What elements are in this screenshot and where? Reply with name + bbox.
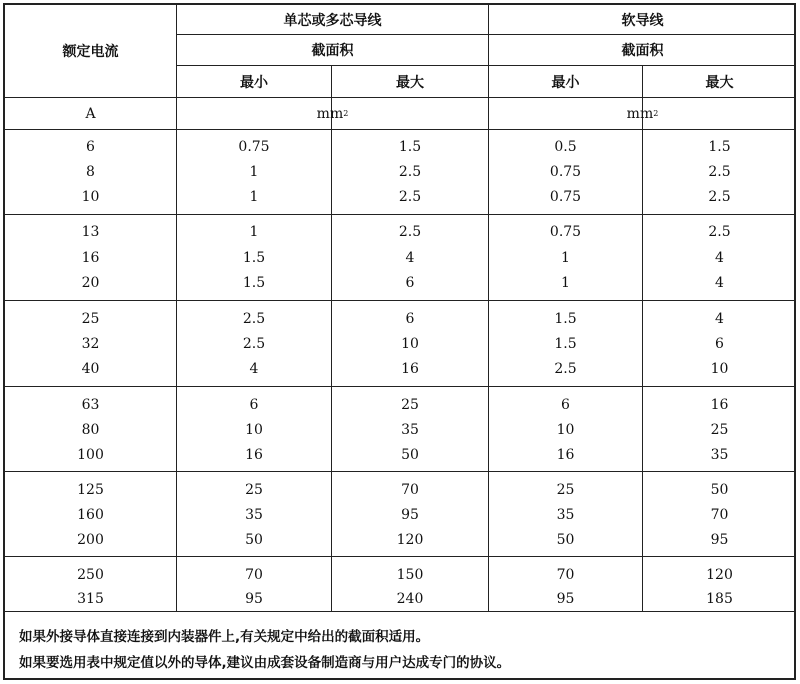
- cross-section-value: 0.75: [238, 139, 270, 155]
- cross-section-value: 25: [710, 422, 729, 438]
- group-divider: [5, 556, 796, 557]
- cross-section-value: 120: [706, 567, 733, 583]
- cross-section-value: 10: [710, 361, 729, 377]
- cross-section-value: 1.5: [242, 250, 266, 266]
- cross-section-value: 2.5: [398, 189, 422, 205]
- cross-section-value: 10: [556, 422, 575, 438]
- cross-section-value: 4: [405, 250, 415, 266]
- cross-section-value: 2.5: [708, 224, 731, 240]
- cross-section-value: 50: [556, 532, 575, 548]
- cross-section-value: 0.75: [549, 189, 582, 205]
- cross-section-value: 95: [401, 507, 419, 523]
- header-min: 最小: [551, 74, 580, 91]
- note-line: 如果外接导体直接连接到内装器件上,有关规定中给出的截面积适用。: [19, 629, 430, 645]
- cross-section-value: 35: [710, 447, 729, 463]
- cross-section-value: 95: [245, 591, 263, 607]
- rated-current-value: 125: [77, 482, 104, 498]
- cross-section-value: 6: [405, 311, 415, 327]
- unit-square-mm: mm 2: [626, 105, 659, 122]
- cross-section-value: 2.5: [398, 224, 422, 240]
- rated-current-value: 16: [81, 250, 100, 266]
- rated-current-value: 25: [81, 311, 100, 327]
- cross-section-value: 6: [405, 275, 415, 291]
- cross-section-value: 1.5: [708, 139, 731, 155]
- cross-section-value: 2.5: [708, 189, 731, 205]
- cross-section-value: 2.5: [554, 361, 577, 377]
- group-divider: [5, 471, 796, 472]
- rated-current-value: 32: [81, 336, 100, 352]
- header-max: 最大: [396, 74, 424, 91]
- rated-current-value: 40: [81, 361, 100, 377]
- header-max: 最大: [705, 74, 734, 91]
- cross-section-value: 70: [401, 482, 419, 498]
- cross-section-value: 0.75: [549, 224, 582, 240]
- cross-section-value: 70: [710, 507, 729, 523]
- cross-section-value: 95: [556, 591, 575, 607]
- note-line: 如果要选用表中规定值以外的导体,建议由成套设备制造商与用户达成专门的协议。: [19, 655, 511, 671]
- rated-current-value: 100: [77, 447, 104, 463]
- cross-section-value: 10: [245, 422, 263, 438]
- rated-current-value: 20: [81, 275, 100, 291]
- header-solid-conductor: 单芯或多芯导线: [283, 12, 382, 29]
- header-min: 最小: [240, 74, 268, 91]
- cross-section-value: 1: [249, 164, 259, 180]
- cross-section-value: 1: [249, 224, 259, 240]
- unit-square-mm: mm 2: [316, 105, 349, 122]
- cross-section-value: 50: [401, 447, 419, 463]
- cross-section-value: 6: [561, 397, 570, 413]
- rated-current-value: 63: [81, 397, 100, 413]
- cross-section-value: 185: [706, 591, 733, 607]
- rated-current-value: 13: [81, 224, 100, 240]
- cross-section-value: 0.5: [554, 139, 577, 155]
- unit-ampere: A: [85, 105, 96, 122]
- cross-section-value: 16: [245, 447, 263, 463]
- group-divider: [5, 300, 796, 301]
- cross-section-value: 2.5: [242, 311, 266, 327]
- cross-section-value: 6: [715, 336, 724, 352]
- cross-section-value: 25: [245, 482, 263, 498]
- rated-current-value: 315: [77, 591, 104, 607]
- cross-section-value: 25: [556, 482, 575, 498]
- cross-section-value: 50: [710, 482, 729, 498]
- cross-section-value: 240: [396, 591, 424, 607]
- cross-section-value: 2.5: [708, 164, 731, 180]
- cross-section-value: 1: [561, 250, 570, 266]
- rated-current-value: 6: [86, 139, 95, 155]
- cross-section-value: 50: [245, 532, 263, 548]
- cross-section-value: 1: [249, 189, 259, 205]
- cross-section-value: 35: [556, 507, 575, 523]
- rated-current-value: 80: [81, 422, 100, 438]
- rated-current-value: 8: [86, 164, 95, 180]
- header-flexible-conductor: 软导线: [621, 12, 664, 29]
- cross-section-value: 4: [249, 361, 259, 377]
- rated-current-value: 160: [77, 507, 104, 523]
- cross-section-value: 70: [556, 567, 575, 583]
- cross-section-value: 150: [396, 567, 424, 583]
- cross-section-value: 2.5: [242, 336, 266, 352]
- cross-section-value: 0.75: [549, 164, 582, 180]
- cross-section-value: 16: [710, 397, 729, 413]
- group-divider: [5, 611, 796, 612]
- group-divider: [5, 386, 796, 387]
- row-divider: [5, 129, 796, 130]
- cross-section-value: 35: [245, 507, 263, 523]
- header-cross-section: 截面积: [311, 43, 354, 59]
- cross-section-value: 10: [401, 336, 419, 352]
- cross-section-value: 1: [561, 275, 570, 291]
- cross-section-value: 70: [245, 567, 263, 583]
- group-divider: [5, 214, 796, 215]
- header-cross-section: 截面积: [621, 43, 664, 59]
- cross-section-value: 16: [556, 447, 575, 463]
- cross-section-value: 4: [715, 250, 724, 266]
- cross-section-value: 6: [249, 397, 259, 413]
- cross-section-value: 25: [401, 397, 419, 413]
- cross-section-value: 1.5: [242, 275, 266, 291]
- cross-section-value: 16: [401, 361, 419, 377]
- cross-section-value: 120: [396, 532, 424, 548]
- rated-current-value: 250: [77, 567, 104, 583]
- cross-section-value: 1.5: [554, 311, 577, 327]
- rated-current-value: 10: [81, 189, 100, 205]
- cross-section-value: 4: [715, 275, 724, 291]
- rated-current-value: 200: [77, 532, 104, 548]
- cross-section-value: 1.5: [554, 336, 577, 352]
- cross-section-value: 95: [710, 532, 729, 548]
- cross-section-value: 2.5: [398, 164, 422, 180]
- cross-section-value: 1.5: [398, 139, 422, 155]
- cross-section-value: 4: [715, 311, 724, 327]
- cross-section-value: 35: [401, 422, 419, 438]
- conductor-size-table: [3, 3, 796, 680]
- header-rated-current: 额定电流: [62, 44, 119, 60]
